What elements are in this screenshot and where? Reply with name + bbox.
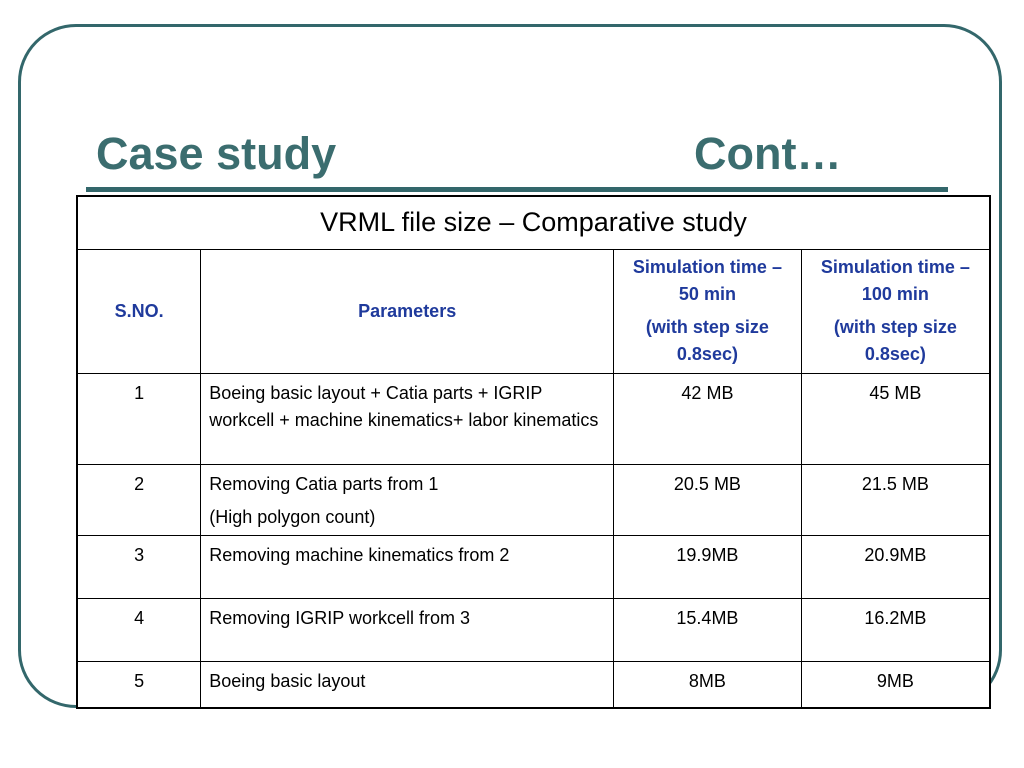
table-row bbox=[77, 464, 990, 535]
cell-parameters bbox=[201, 464, 614, 535]
cell-sno: 1 bbox=[77, 373, 201, 464]
header-sim-100-line2: (with step size 0.8sec) bbox=[833, 317, 957, 364]
header-sim-50-line1: Simulation time – 50 min bbox=[632, 257, 782, 304]
cell-sim-50: 42 MB bbox=[614, 373, 802, 464]
cell-parameters bbox=[201, 535, 614, 598]
cell-sim-100: 9MB bbox=[801, 661, 990, 708]
cell-parameters-text: Removing IGRIP workcell from 3 bbox=[209, 607, 471, 628]
cell-parameters-text: Removing Catia parts from 1 bbox=[209, 473, 439, 494]
cell-sno: 4 bbox=[77, 598, 201, 661]
cell-sim-50: 8MB bbox=[614, 661, 802, 708]
header-parameters bbox=[201, 249, 614, 373]
header-sim-50 bbox=[614, 249, 802, 373]
table-row bbox=[77, 661, 990, 708]
cell-sim-100: 45 MB bbox=[801, 373, 990, 464]
cell-parameters bbox=[201, 661, 614, 708]
table-header-row bbox=[77, 249, 990, 373]
cell-sno: 5 bbox=[77, 661, 201, 708]
cell-sim-50: 20.5 MB bbox=[614, 464, 802, 535]
header-sim-100 bbox=[801, 249, 990, 373]
cell-parameters bbox=[201, 373, 614, 464]
slide-title-continuation: Cont… bbox=[694, 128, 842, 179]
cell-parameters-note: (High polygon count) bbox=[209, 506, 376, 527]
header-parameters-label: Parameters bbox=[358, 300, 457, 321]
cell-parameters-text: Boeing basic layout + Catia parts + IGRIP workcell + machine kinematics+ labor kinematics bbox=[209, 382, 599, 430]
table-caption-row bbox=[77, 196, 990, 249]
header-sno bbox=[77, 249, 201, 373]
cell-sim-100: 16.2MB bbox=[801, 598, 990, 661]
header-sim-50-line2: (with step size 0.8sec) bbox=[645, 317, 769, 364]
slide-title: Case study bbox=[96, 128, 337, 179]
title-underline bbox=[86, 187, 948, 192]
cell-sim-50: 15.4MB bbox=[614, 598, 802, 661]
cell-parameters-text: Boeing basic layout bbox=[209, 670, 366, 691]
table-caption: VRML file size – Comparative study bbox=[77, 196, 990, 249]
header-sno-label: S.NO. bbox=[114, 300, 164, 321]
cell-sno: 3 bbox=[77, 535, 201, 598]
comparison-table bbox=[76, 195, 991, 709]
cell-parameters bbox=[201, 598, 614, 661]
cell-sim-100: 21.5 MB bbox=[801, 464, 990, 535]
cell-sim-50: 19.9MB bbox=[614, 535, 802, 598]
table-row bbox=[77, 373, 990, 464]
table-row bbox=[77, 535, 990, 598]
cell-sno: 2 bbox=[77, 464, 201, 535]
cell-sim-100: 20.9MB bbox=[801, 535, 990, 598]
header-sim-100-line1: Simulation time – 100 min bbox=[820, 257, 970, 304]
table-row bbox=[77, 598, 990, 661]
cell-parameters-text: Removing machine kinematics from 2 bbox=[209, 544, 510, 565]
